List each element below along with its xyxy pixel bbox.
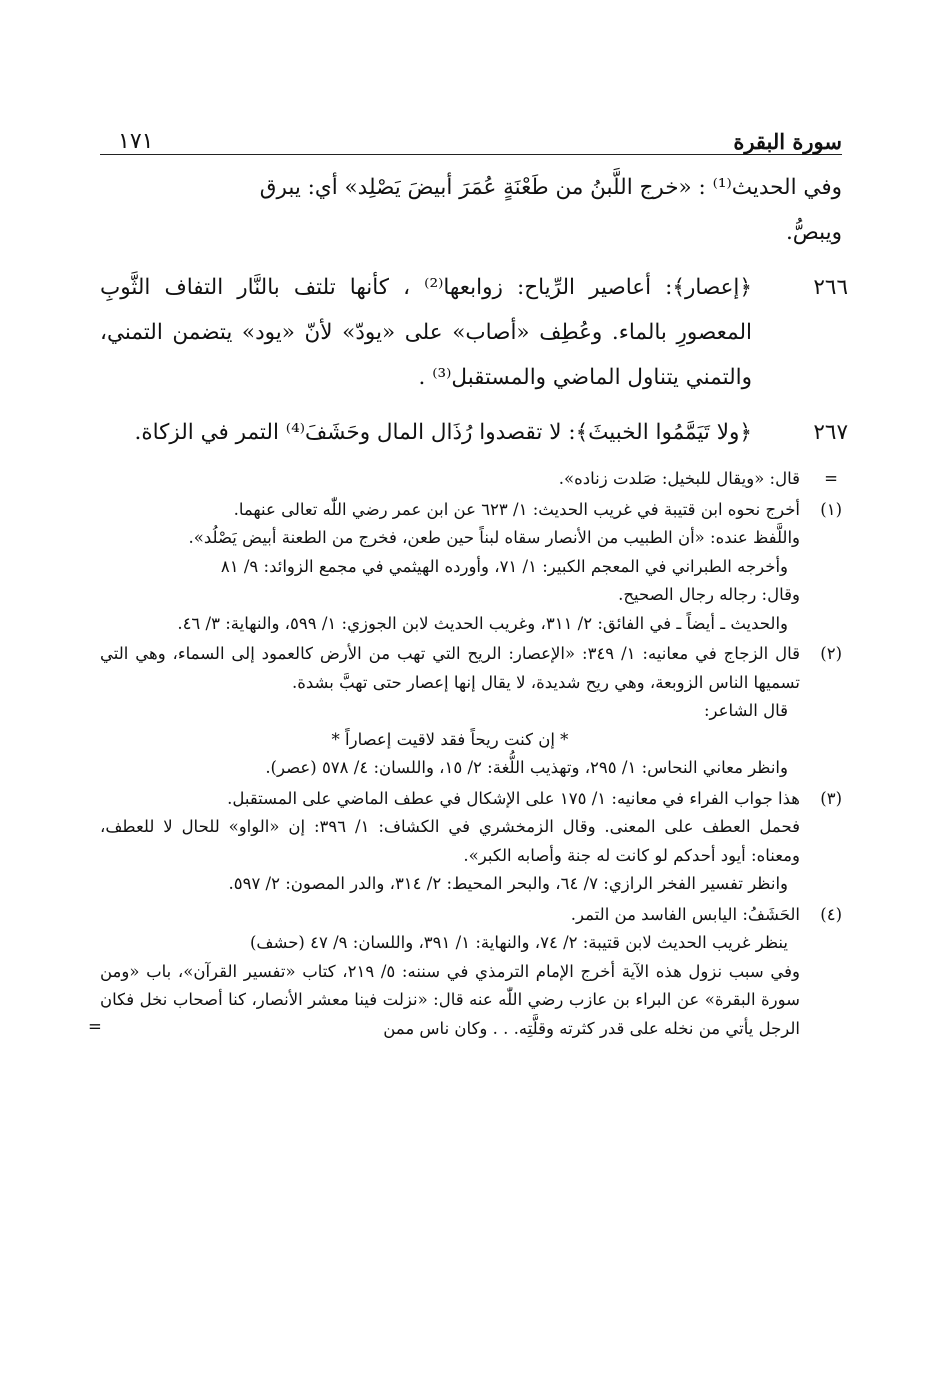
verse-commentary: ﴿إعصار﴾: أعاصير الرِّياح: زوابعها⁽²⁾ ، كأنها تلتف بالنَّار التفاف الثَّوبِ المعصورِ بالماء. وعُطِف «أصاب» على «يودّ» لأنّ «يود» يتضمن التمني، والتمني يتناول الماضي والمستقبل⁽³⁾ .	[100, 275, 752, 390]
footnote-line: وفي سبب نزول هذه الآية أخرج الإمام الترمذي في سننه: ٥/ ٢١٩، كتاب «تفسير القرآن»، باب «ومن سورة البقرة» عن البراء بن عازب رضي اللّٰه عنه قال: «نزلت فينا معشر الأنصار، كنا أصحاب نخل فكان الرجل يأتي من نخله على قدر كثرته وقلَّتِه. . . وكان ناس ممن	[100, 961, 800, 1038]
footnote-4	[88, 901, 842, 1044]
footnote-line: ينظر غريب الحديث لابن قتيبة: ٢/ ٧٤، والنهاية: ١/ ٣٩١، واللسان: ٩/ ٤٧ (حشف)	[249, 933, 788, 952]
main-text	[100, 165, 848, 455]
verse-entry-266	[100, 265, 848, 400]
footnote-number: (٢)	[820, 644, 842, 663]
footnote-line: وقال: رجاله رجال الصحيح.	[618, 585, 800, 604]
footnote-3	[100, 785, 842, 899]
footnote-line: وانظر تفسير الفخر الرازي: ٧/ ٦٤، والبحر المحيط: ٢/ ٣١٤، والدر المصون: ٢/ ٥٩٧.	[228, 874, 788, 893]
footnote-line: والحديث ـ أيضاً ـ في الفائق: ٢/ ٣١١، وغريب الحديث لابن الجوزي: ١/ ٥٩٩، والنهاية: ٣/ ٤٦.	[177, 613, 788, 633]
poetry-verse: * إن كنت ريحاً فقد لاقيت إعصاراً *	[331, 729, 569, 749]
intro-line: وفي الحديث⁽¹⁾ : «خرج اللَّبنُ من طَعْنَةٍ عُمَرَ أبيضَ يَصْلِد» أي: يبرق	[259, 175, 842, 200]
footnote-continuation: = قال: «ويقال للبخيل: صَلدت زناده».	[100, 465, 842, 494]
footnote-line: هذا جواب الفراء في معانيه: ١/ ١٧٥ على الإشكال في عطف الماضي على المستقبل.	[227, 788, 800, 808]
verse-number: ٢٦٧	[813, 420, 848, 445]
footnote-line: قال الشاعر:	[703, 701, 788, 720]
footnote-2	[100, 640, 842, 783]
footnote-number: (٤)	[820, 904, 842, 924]
footnote-1	[100, 496, 842, 639]
footnote-line: واللَّفظ عنده: «أن الطبيب من الأنصار سقاه لبناً حين طعن، فخرج من الطعنة أبيض يَصْلُد».	[188, 528, 800, 547]
footnote-line: الحَشَفُ: اليابس الفاسد من التمر.	[570, 904, 800, 924]
page-number: ١٧١	[118, 129, 154, 154]
footnote-line: قال الزجاج في معانيه: ١/ ٣٤٩: «الإعصار: الريح التي تهب من الأرض كالعمود إلى السماء، وهي التي تسميها الناس الزوبعة، وهي ريح شديدة، لا يقال إنها إعصار حتى تهبَّ بشدة.	[100, 644, 801, 692]
footnote-line: فحمل العطف على المعنى. وقال الزمخشري في الكشاف: ١/ ٣٩٦: إن «الواو» للحال لا للعطف، ومعناه: أيود أحدكم لو كانت له جنة وأصابه الكبر».	[100, 817, 800, 865]
running-header	[100, 118, 842, 155]
running-title: سورة البقرة	[733, 129, 842, 154]
footnotes	[88, 465, 842, 1043]
footnote-number: (١)	[820, 499, 842, 519]
footnote-number: (٣)	[820, 788, 842, 808]
continuation-mark-end: =	[88, 1016, 102, 1036]
page	[88, 118, 848, 1043]
continuation-mark: =	[824, 469, 838, 488]
footnote-line: وأخرجه الطبراني في المعجم الكبير: ١/ ٧١، وأورده الهيثمي في مجمع الزوائد: ٩/ ٨١	[220, 556, 788, 576]
verse-number: ٢٦٦	[813, 275, 848, 300]
footnote-line: وانظر معاني النحاس: ١/ ٢٩٥، وتهذيب اللُّغة: ٢/ ١٥، واللسان: ٤/ ٥٧٨ (عصر).	[265, 758, 788, 777]
footnote-line: أخرج نحوه ابن قتيبة في غريب الحديث: ١/ ٦٢٣ عن ابن عمر رضي اللّٰه تعالى عنهما.	[233, 499, 800, 519]
intro-line-continuation: ويبصُّ.	[785, 220, 842, 245]
verse-entry-267	[100, 410, 848, 455]
verse-commentary: ﴿ولا تَيَمَّمُوا الخبيثَ﴾: لا تقصدوا رُذَال المال وحَشَفَ⁽⁴⁾ التمر في الزكاة.	[134, 420, 752, 445]
